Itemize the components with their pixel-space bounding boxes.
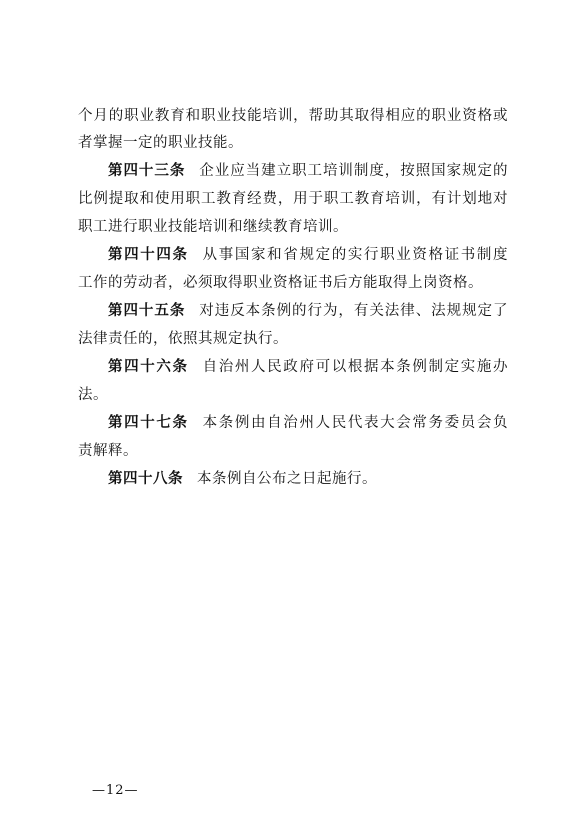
article-heading: 第四十六条 [108, 359, 189, 375]
body-line [78, 216, 508, 238]
article-heading: 第四十八条 [108, 471, 183, 487]
line-text: 企业应当建立职工培训制度，按照国家规定的 [199, 163, 509, 179]
body-line [78, 188, 508, 210]
line-text: 工作的劳动者，必须取得职业资格证书后方能取得上岗资格。 [78, 275, 483, 291]
article-48-line [108, 468, 508, 490]
article-heading: 第四十五条 [108, 303, 186, 319]
line-text: 对违反本条例的行为，有关法律、法规规定了 [199, 303, 509, 319]
article-heading: 第四十三条 [108, 163, 186, 179]
article-heading: 第四十七条 [108, 415, 189, 431]
body-line [78, 328, 508, 350]
line-text: 法。 [78, 387, 108, 403]
article-44-line [108, 244, 508, 266]
line-text: 从事国家和省规定的实行职业资格证书制度 [202, 247, 509, 263]
line-text: 职工进行职业技能培训和继续教育培训。 [78, 219, 348, 235]
article-47-line [108, 412, 508, 434]
article-heading: 第四十四条 [108, 247, 189, 263]
line-text: 责解释。 [78, 443, 138, 459]
body-line [78, 384, 508, 406]
body-line [78, 132, 508, 154]
line-text: 者掌握一定的职业技能。 [78, 135, 243, 151]
article-46-line [108, 356, 508, 378]
body-line [78, 105, 508, 127]
body-line [78, 440, 508, 462]
body-line [78, 272, 508, 294]
line-text: 本条例由自治州人民代表大会常务委员会负 [202, 415, 509, 431]
line-text: 个月的职业教育和职业技能培训，帮助其取得相应的职业资格或 [78, 108, 508, 124]
line-text: 本条例自公布之日起施行。 [197, 471, 377, 487]
article-45-line [108, 300, 508, 322]
page-number: —12— [92, 783, 139, 798]
line-text: 法律责任的，依照其规定执行。 [78, 331, 288, 347]
line-text: 比例提取和使用职工教育经费，用于职工教育培训，有计划地对 [78, 191, 508, 207]
article-43-line [108, 160, 508, 182]
line-text: 自治州人民政府可以根据本条例制定实施办 [202, 359, 509, 375]
